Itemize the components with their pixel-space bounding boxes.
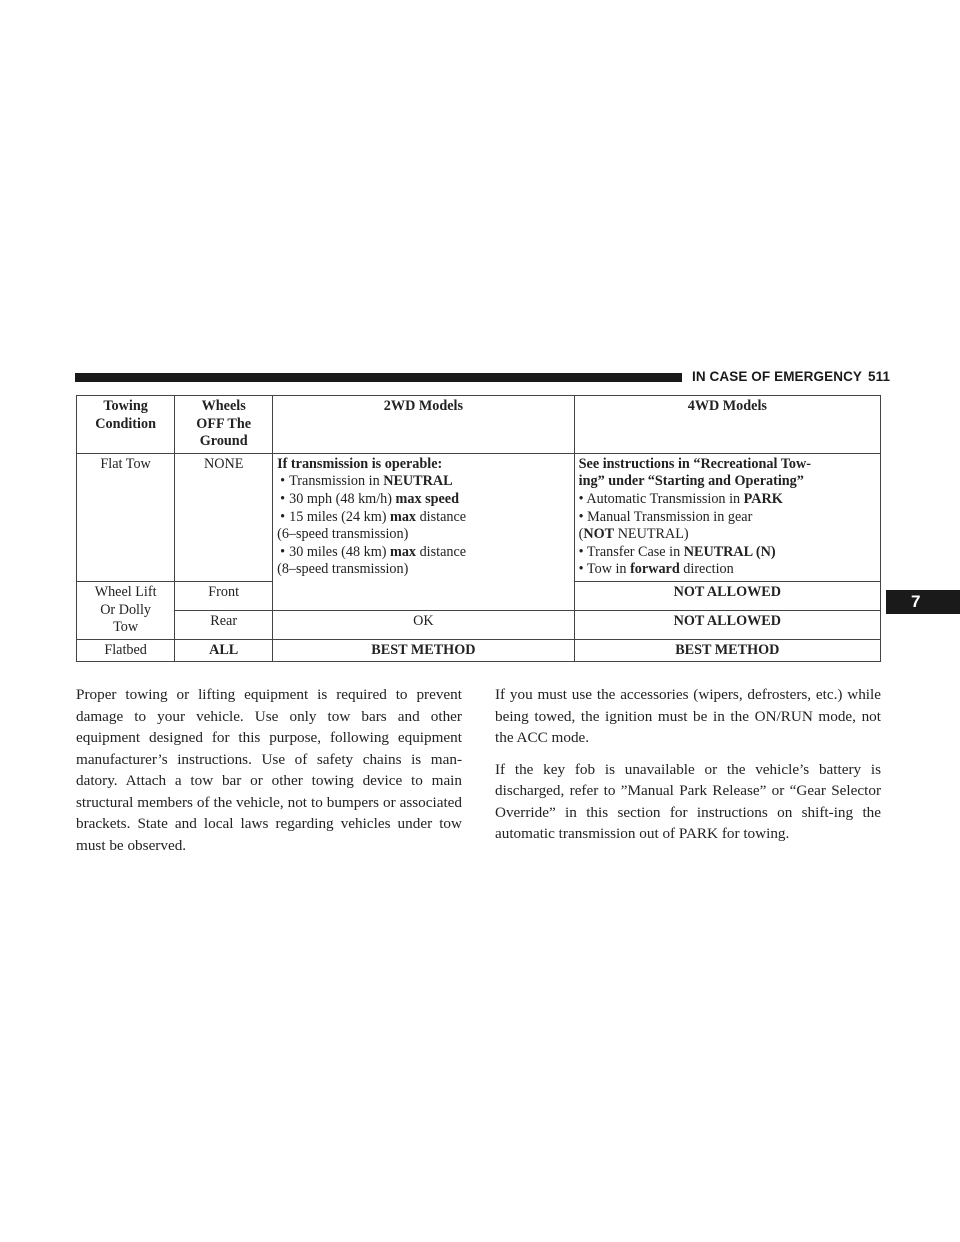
header-4wd-models: 4WD Models [574, 396, 880, 454]
2wd-list [277, 473, 570, 579]
list-item: • Automatic Transmission in PARK [578, 490, 783, 507]
table-row-flatbed [77, 639, 881, 662]
cell-rear: Rear [175, 610, 273, 639]
2wd-heading: If transmission is operable: [277, 455, 443, 472]
cell-flatbed-wheels: ALL [175, 639, 273, 662]
list-item: • Manual Transmission in gear [578, 508, 753, 525]
cell-flat-tow-4wd [574, 453, 880, 581]
table-header-row [77, 396, 881, 454]
cell-rear-4wd: NOT ALLOWED [574, 610, 880, 639]
cell-flat-tow-wheels: NONE [175, 453, 273, 581]
list-item: • Tow in forward direction [578, 561, 734, 578]
cell-rear-2wd: OK [273, 610, 575, 639]
list-item: • 15 miles (24 km) max distance [280, 508, 467, 525]
left-column [76, 684, 462, 866]
cell-front: Front [175, 581, 273, 610]
4wd-heading: See instructions in “Recreational Tow- ing” under “Starting and Operating” [578, 455, 811, 490]
list-item: • Transfer Case in NEUTRAL (N) [578, 543, 776, 560]
chapter-number: 7 [911, 592, 921, 611]
cell-flat-tow: Flat Tow [77, 453, 175, 581]
table-row-wheel-lift-rear [77, 610, 881, 639]
header-rule [75, 373, 682, 382]
running-header [692, 369, 890, 384]
list-note: (6–speed transmission) [277, 526, 409, 543]
list-item: • 30 miles (48 km) max distance [280, 543, 467, 560]
table-row-flat-tow [77, 453, 881, 581]
list-item: • 30 mph (48 km/h) max speed [280, 490, 459, 507]
page-number: 511 [868, 369, 891, 384]
list-note: (NOT NEUTRAL) [578, 526, 689, 543]
towing-table [76, 395, 881, 662]
key-fob-paragraph: If the key fob is unavailable or the vehicle’s battery is discharged, refer to ”Manual Park Release” or “Gear Selector Override” in this section for instructions on shift-ing the automatic transmission out of PARK for towing. [495, 760, 881, 842]
cell-wheel-lift: Wheel Lift Or Dolly Tow [77, 581, 175, 639]
accessories-paragraph: If you must use the accessories (wipers, defrosters, etc.) while being towed, the ignition must be in the ON/RUN mode, not the ACC mode. [495, 686, 881, 746]
4wd-list [579, 491, 876, 579]
section-title: IN CASE OF EMERGENCY [692, 369, 863, 384]
cell-flat-tow-2wd [273, 453, 575, 610]
cell-flatbed-2wd: BEST METHOD [273, 639, 575, 662]
list-note: (8–speed transmission) [277, 561, 409, 578]
cell-flatbed-4wd: BEST METHOD [574, 639, 880, 662]
cell-flatbed: Flatbed [77, 639, 175, 662]
header-towing-condition: Towing Condition [77, 396, 175, 454]
right-column [495, 684, 881, 855]
header-2wd-models: 2WD Models [273, 396, 575, 454]
chapter-tab [886, 590, 960, 614]
header-wheels-off: Wheels OFF The Ground [175, 396, 273, 454]
towing-equipment-paragraph: Proper towing or lifting equipment is required to prevent damage to your vehicle. Use only tow bars and other equipment designed for this purpose, following equipment manufacturer’s instructions. Use of safety chains is man-datory. Attach a tow bar or other towing device to main structural members of the vehicle, not to bumpers or associated brackets. State and local laws regarding vehicles under tow must be observed. [76, 686, 462, 854]
list-item: • Transmission in NEUTRAL [280, 473, 453, 490]
cell-front-4wd: NOT ALLOWED [574, 581, 880, 610]
